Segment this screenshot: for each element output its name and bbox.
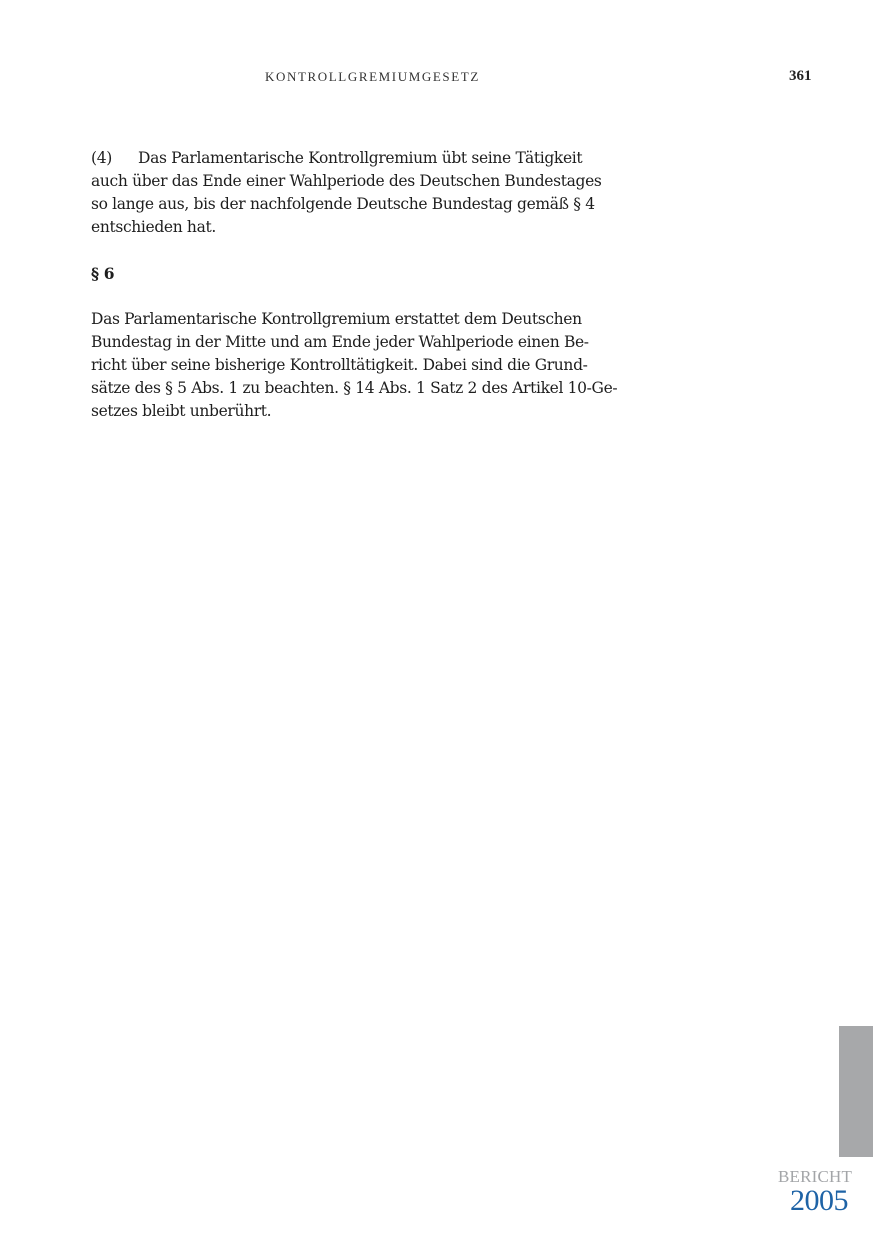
section-6-line-2: Bundestag in der Mitte und am Ende jeder Wahlperiode einen Be- [91,333,589,351]
paragraph-number: (4) [91,149,112,167]
section-6-line-3: richt über seine bisherige Kontrolltätigkeit. Dabei sind die Grund- [91,356,588,374]
report-logo-word: BERICHT [778,1167,853,1186]
paragraph-4-text: Das Parlamentarische Kontrollgremium übt seine Tätigkeit [138,149,583,167]
page-number: 361 [789,68,812,84]
paragraph-4-line-4: entschieden hat. [91,218,216,236]
chapter-side-tab [839,1026,873,1157]
paragraph-4-line-1 [91,147,651,170]
report-logo [778,1167,853,1217]
section-6-heading: § 6 [91,264,115,283]
report-logo-year: 2005 [790,1184,848,1217]
spacer [91,285,651,308]
section-6-line-5: setzes bleibt unberührt. [91,402,272,420]
running-header-title [265,69,480,85]
running-header-text: KONTROLLGREMIUMGESETZ [265,69,480,84]
document-body [91,147,651,423]
paragraph-4-line-3: so lange aus, bis der nachfolgende Deutsche Bundestag gemäß § 4 [91,195,595,213]
spacer [91,239,651,262]
paragraph-4-line-2: auch über das Ende einer Wahlperiode des Deutschen Bundestages [91,172,602,190]
section-6-line-4: sätze des § 5 Abs. 1 zu beachten. § 14 Abs. 1 Satz 2 des Artikel 10-Ge- [91,379,618,397]
section-6-line-1: Das Parlamentarische Kontrollgremium erstattet dem Deutschen [91,310,582,328]
